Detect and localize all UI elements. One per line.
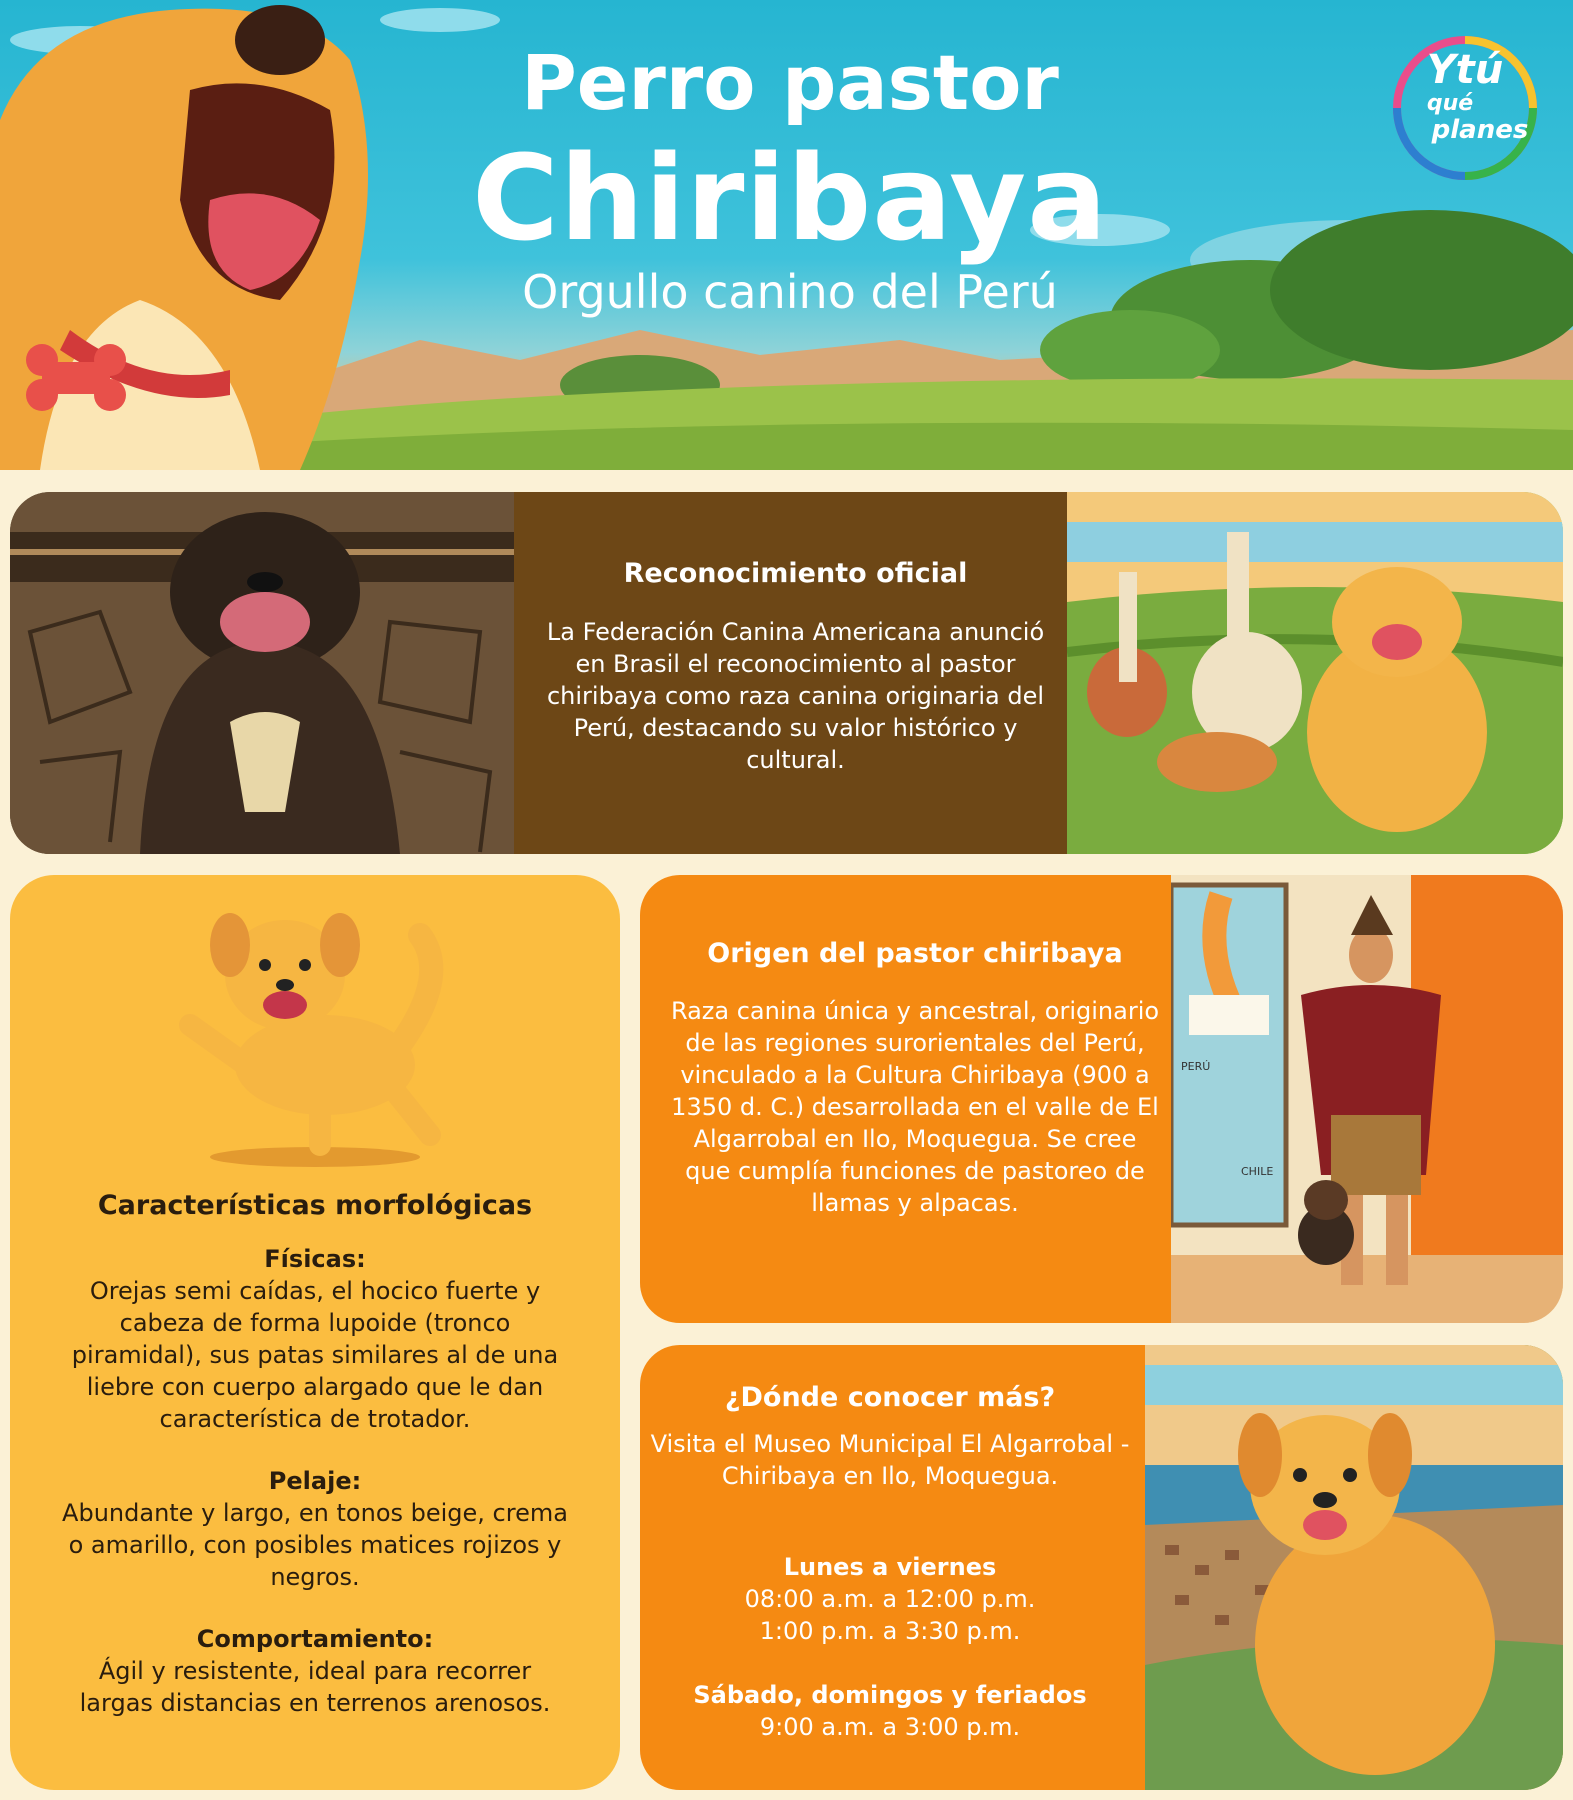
chiribaya-man-illustration [1171, 875, 1563, 1323]
logo-line-3: planes [1431, 115, 1529, 145]
origin-card [640, 875, 1563, 1323]
morphology-card [10, 875, 620, 1790]
weekdays-heading: Lunes a viernes [783, 1553, 997, 1581]
jumping-dog-illustration [170, 895, 460, 1175]
coat-text: Abundante y largo, en tonos beige, crema o amarillo, con posibles matices rojizos y negros. [62, 1499, 568, 1591]
logo-line-1: Ytú [1426, 47, 1504, 93]
weekdays-hours-1: 08:00 a.m. a 12:00 p.m. [744, 1585, 1036, 1613]
llamas-dog-illustration [1067, 492, 1563, 854]
morphology-title: Características morfológicas [97, 1190, 533, 1221]
origin-title: Origen del pastor chiribaya [707, 938, 1123, 969]
weekend-heading: Sábado, domingos y feriados [693, 1681, 1087, 1709]
recognition-card [10, 492, 1563, 854]
header-banner [0, 0, 1573, 470]
map-label-peru: PERÚ [1181, 1060, 1211, 1073]
recognition-text-panel [514, 492, 1077, 854]
title-line-1: Perro pastor [521, 38, 1059, 127]
where-card [640, 1345, 1563, 1790]
coat-heading: Pelaje: [268, 1467, 362, 1495]
logo-line-2: qué [1426, 91, 1474, 116]
recognition-title: Reconocimiento oficial [623, 558, 968, 589]
physical-heading: Físicas: [264, 1245, 366, 1273]
map-label-chile: CHILE [1241, 1165, 1274, 1178]
physical-text: Orejas semi caídas, el hocico fuerte y cabeza de forma lupoide (tronco piramidal), sus patas similares al de una liebre con cuerpo alargado que le dan característica de trotador. [71, 1277, 559, 1433]
weekend-hours: 9:00 a.m. a 3:00 p.m. [759, 1713, 1021, 1741]
where-title: ¿Dónde conocer más? [724, 1382, 1056, 1413]
behavior-heading: Comportamiento: [196, 1625, 434, 1653]
recognition-body: La Federación Canina Americana anunció en Brasil el reconocimiento al pastor chiribaya como raza canina originaria del Perú, destacando su valor histórico y cultural. [546, 618, 1045, 774]
behavior-text: Ágil y resistente, ideal para recorrer largas distancias en terrenos arenosos. [79, 1657, 551, 1717]
coastal-dog-illustration [1145, 1345, 1563, 1790]
where-body: Visita el Museo Municipal El Algarrobal - Chiribaya en Ilo, Moquegua. [650, 1430, 1130, 1490]
dark-dog-illustration [10, 492, 514, 854]
title-line-2: Chiribaya [472, 129, 1108, 267]
weekdays-hours-2: 1:00 p.m. a 3:30 p.m. [759, 1617, 1021, 1645]
subtitle: Orgullo canino del Perú [522, 265, 1058, 319]
logo [1395, 48, 1535, 144]
origin-body: Raza canina única y ancestral, originario de las regiones surorientales del Perú, vinculado a la Cultura Chiribaya (900 a 1350 d. C.) desarrollada en el valle de El Algarrobal en Ilo, Moquegua. Se cree que cumplía funciones de pastoreo de llamas y alpacas. [670, 997, 1160, 1217]
